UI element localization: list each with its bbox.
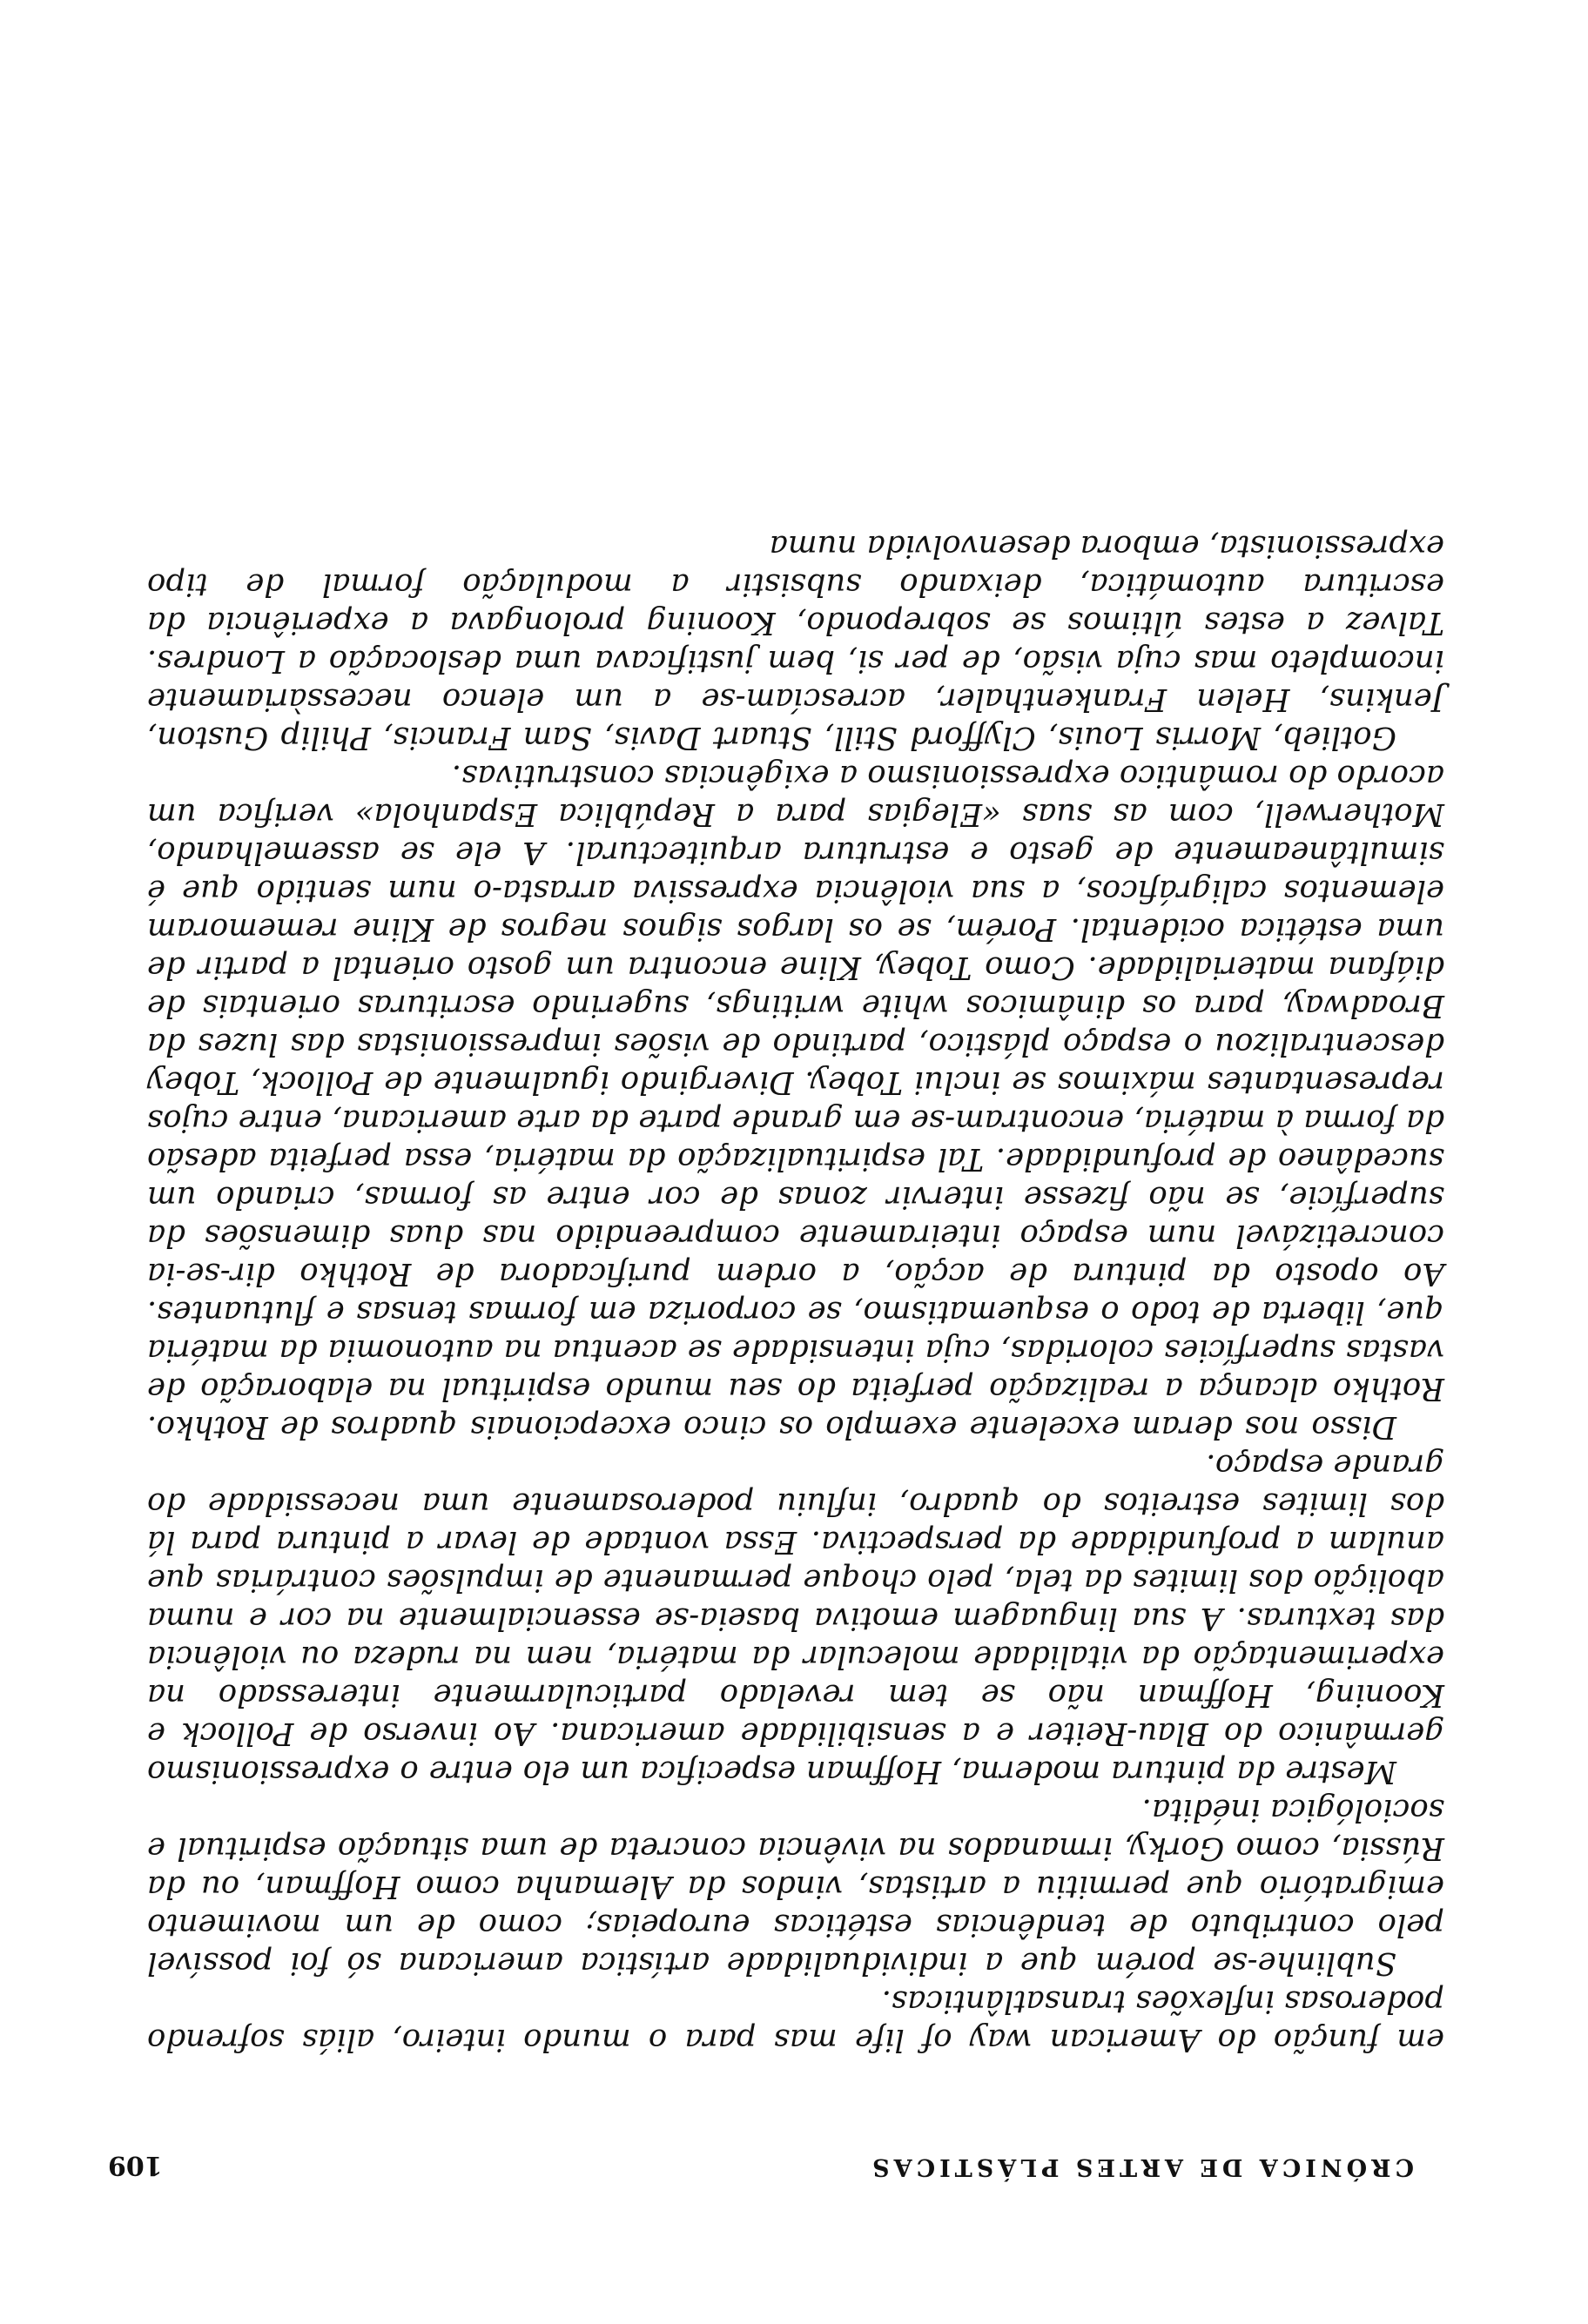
paragraph: Sublinhe-se porém que a individualidade artística americana só foi possível pelo contributo de tendências estéticas europeias; como de um movimento emigratório que permitiu a artistas, vindos da Alemanha como Hoffman, ou da Rússia, como Gorky, irmanados na vivência concreta de uma situação espiritual e sociológica inédita. bbox=[147, 1792, 1444, 1981]
running-head: CRÓNICA DE ARTES PLÁSTICAS bbox=[868, 2153, 1414, 2180]
page-header bbox=[108, 2146, 1414, 2180]
paragraph: Mestre da pintura moderna, Hoffman especifica um elo entre o expressionismo germânico do Blau-Reiter e a sensibilidade americana. Ao inverso de Pollock e Kooning, Hoffman não se tem revelado particularmente interessado na experimentação da vitalidade molecular da matéria, nem na rudeza ou violência das texturas. A sua linguagem emotiva baseia-se essencialmente na cor e numa abolição dos limites da tela, pelo choque permanente de impulsões contrárias que anulam a profundidade da perspectiva. Essa vontade de levar a pintura para lá dos limites estreitos do quadro, influiu poderosamente uma necessidade do grande espaço. bbox=[147, 1447, 1444, 1790]
body-text bbox=[147, 527, 1444, 2059]
paragraph-continuation: em função do American way of life mas para o mundo inteiro, aliás sofrendo poderosas inflexões transatlânticas. bbox=[147, 1984, 1444, 2058]
paragraph: Disso nos deram excelente exemplo os cinco excepcionais quadros de Rothko. Rothko alcança a realização perfeita do seu mundo espiritual na elaboração de vastas superfícies coloridas, cuja intensidade se acentua na autonomia da matéria que, liberta de todo o esquematismo, se corporiza em formas tensas e flutuantes. Ao oposto da pintura de acção, a ordem purificadora de Rothko dir-se-ia concretizável num espaço inteiramente compreendido nas duas dimensões da superfície, se não fizesse intervir zonas de cor entre as formas, criando um sucedâneo de profundidade. Tal espiritualização da matéria, essa perfeita adesão da forma à matéria, encontram-se em grande parte da arte americana, entre cujos representantes máximos se inclui Tobey. Divergindo igualmente de Pollock, Tobey descentralizou o espaço plástico, partindo de visões impressionistas das luzes da Broadway, para os dinâmicos white writings, sugerindo escrituras orientais de diáfana materialidade. Como Tobey, Kline encontra um gosto oriental a partir de uma estética ocidental. Porém, se os largos signos negros de Kline rememoram elementos caligráficos, a sua violência expressiva arrasta-o num sentido que é simultâneamente de gesto e estrutura arquitectural. A ele se assemelhando, Motherwell, com as suas «Elegias para a República Espanhola» verifica um acordo do romântico expressionismo a exigências construtivas. bbox=[147, 758, 1444, 1445]
paragraph: Gotlieb, Morris Louis, Clyfford Still, Stuart Davis, Sam Francis, Philip Guston, Jenkins, Helen Frankenthaler, acrescíam-se a um elenco necessàriamente incompleto mas cuja visão, de per si, bem justificava uma deslocação a Londres. Talvez a estes últimos se sobrepondo, Kooning prolongava a experiência da escritura automática, deixando subsistir a modulação formal de tipo expressionista, embora desenvolvida numa bbox=[147, 528, 1444, 756]
page-number: 109 bbox=[108, 2150, 163, 2180]
